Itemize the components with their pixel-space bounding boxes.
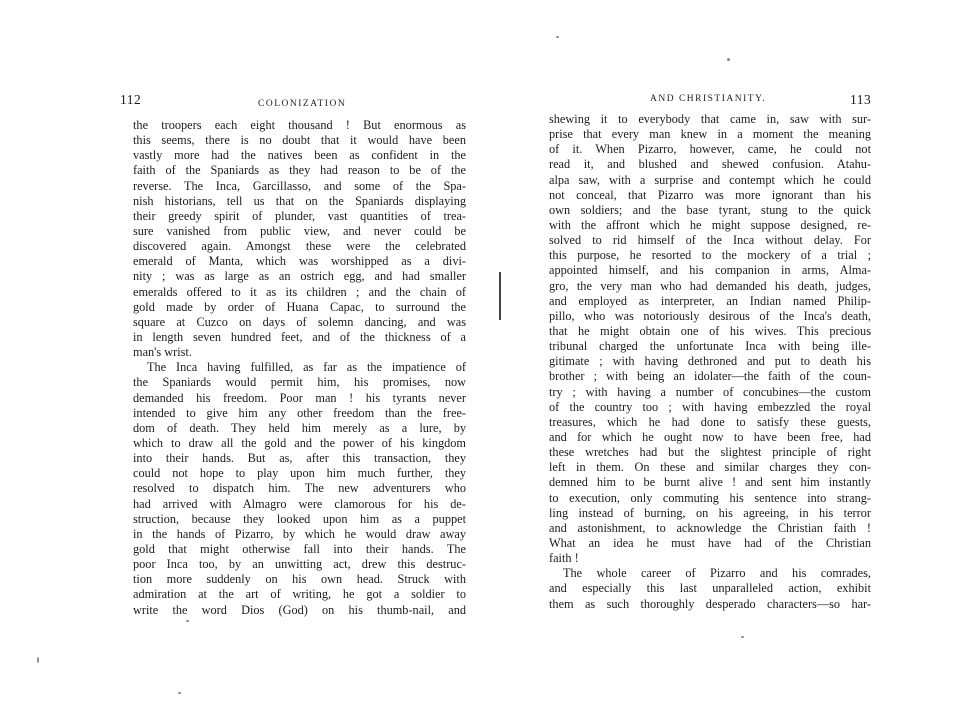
text-line: discovered again. Amongst these were the celebrated (133, 239, 466, 254)
text-line: in length seven hundred feet, and of the thickness of a (133, 329, 466, 344)
text-line: demned him to be burnt alive ! and sent him instantly (549, 475, 871, 490)
text-line: these wretches had but the slightest principle of right (549, 445, 871, 460)
text-line: with the affront which he might suppose designed, re- (549, 217, 871, 232)
text-line: and employed as interpreter, an Indian named Philip- (549, 293, 871, 308)
text-line: read it, and blushed and shewed confusion. Atahu- (549, 157, 871, 172)
right-page-number: 113 (850, 92, 872, 107)
text-line: The Inca having fulfilled, as far as the impatience of (147, 360, 466, 375)
text-line: brother ; with being an idolater—the faith of the coun- (549, 369, 871, 384)
text-line: write the word Dios (God) on his thumb-nail, and (133, 602, 466, 617)
text-line: ling instead of burning, on his agreeing, in his terror (549, 505, 871, 520)
text-line: this seems, there is no doubt that it would have been (133, 133, 466, 148)
left-body-text (133, 118, 466, 618)
text-line: faith of the Spaniards as they had reason to be of the (133, 163, 466, 178)
text-line: shewing it to everybody that came in, saw with sur- (549, 112, 871, 126)
text-line: solved to rid himself of the Inca without delay. For (549, 233, 871, 248)
text-line: into their hands. But as, after this transaction, they (133, 451, 466, 466)
text-line: square at Cuzco on days of solemn dancing, and was (133, 314, 466, 329)
text-line: man's wrist. (133, 345, 192, 360)
text-line: had arrived with Almagro were clamorous for his de- (133, 496, 466, 511)
text-line: emerald of Manta, which was worshipped as a divi- (133, 254, 466, 269)
text-line: them as such thoroughly desperado characters—so har- (549, 596, 871, 611)
text-line: The whole career of Pizarro and his comrades, (563, 566, 871, 581)
text-line: which to draw all the gold and the power of his kingdom (133, 435, 466, 450)
text-line: demanded his freedom. Poor man ! his tyrants never (133, 390, 466, 405)
scan-speck (178, 692, 181, 694)
text-line: prise that every man knew in a moment the meaning (549, 127, 871, 142)
text-line: the Spaniards would permit him, his promises, now (133, 375, 466, 390)
text-line: appointed himself, and his companion in arms, Alma- (549, 263, 871, 278)
text-line: sure vanished from public view, and never could be (133, 223, 466, 238)
text-line: in the hands of Pizarro, by which he would draw away (133, 526, 466, 541)
text-line: gro, the very man who had demanded his death, judges, (549, 278, 871, 293)
left-running-head: COLONIZATION (258, 99, 347, 109)
text-line: admiration at the art of writing, he got a soldier to (133, 587, 466, 602)
text-line: try ; with having a number of concubines—the custom (549, 384, 871, 399)
scan-speck (556, 36, 559, 38)
text-line: gitimate ; with having dethroned and put to death his (549, 354, 871, 369)
right-running-head: AND CHRISTIANITY. (650, 94, 767, 104)
text-line: and especially this last unparalleled action, exhibit (549, 581, 871, 596)
scan-speck (741, 636, 744, 638)
text-line: emeralds offered to it as its children ; and the chain of (133, 284, 466, 299)
text-line: nish historians, tell us that on the Spaniards displaying (133, 193, 466, 208)
text-line: the troopers each eight thousand ! But enormous as (133, 118, 466, 132)
text-line: intended to give him any other freedom than the free- (133, 405, 466, 420)
text-line: treasures, which he had done to satisfy these guests, (549, 414, 871, 429)
text-line: that he might obtain one of his wives. This precious (549, 323, 871, 338)
scan-speck (727, 58, 730, 61)
text-line: of the country too ; with having embezzled the royal (549, 399, 871, 414)
text-line: nity ; was as large as an ostrich egg, and had smaller (133, 269, 466, 284)
text-line: this purpose, he resorted to the mockery of a trial ; (549, 248, 871, 263)
text-line: to execution, only commuting his sentence into strang- (549, 490, 871, 505)
left-page-number: 112 (120, 92, 142, 107)
text-line: could not hope to play upon him much further, they (133, 466, 466, 481)
text-line: their greedy spirit of plunder, vast quantities of trea- (133, 208, 466, 223)
text-line: reverse. The Inca, Garcillasso, and some of the Spa- (133, 178, 466, 193)
text-line: and for which he ought now to have been free, had (549, 429, 871, 444)
text-line: struction, because they looked upon him as a puppet (133, 511, 466, 526)
text-line: and astonishment, to acknowledge the Christian faith ! (549, 520, 871, 535)
text-line: faith ! (549, 551, 579, 566)
text-line: tion more suddenly on his own head. Struck with (133, 572, 466, 587)
text-line: pillo, who was notoriously desirous of the Inca's death, (549, 308, 871, 323)
text-line: dom of death. They held him merely as a lure, by (133, 420, 466, 435)
text-line: own soldiers; and the base tyrant, stung to the quick (549, 202, 871, 217)
text-line: alpa saw, with a surprise and contempt which he could (549, 172, 871, 187)
right-body-text (549, 112, 871, 612)
text-line: gold that might otherwise fall into their hands. The (133, 541, 466, 556)
text-line: gold made by order of Huana Capac, to surround the (133, 299, 466, 314)
text-line: not conceal, that Pizarro was more ignorant than his (549, 187, 871, 202)
scan-speck (37, 657, 39, 663)
text-line: left in them. On these and similar charges they con- (549, 460, 871, 475)
scan-speck (186, 620, 189, 622)
text-line: poor Inca too, by an unwitting act, drew this destruc- (133, 557, 466, 572)
text-line: tribunal charged the unfortunate Inca with being ille- (549, 339, 871, 354)
text-line: of it. When Pizarro, however, came, he could not (549, 142, 871, 157)
text-line: vastly more had the natives been as confident in the (133, 148, 466, 163)
text-line: resolved to dispatch him. The new adventurers who (133, 481, 466, 496)
right-page (490, 0, 980, 720)
text-line: What an idea he must have had of the Christian (549, 535, 871, 550)
